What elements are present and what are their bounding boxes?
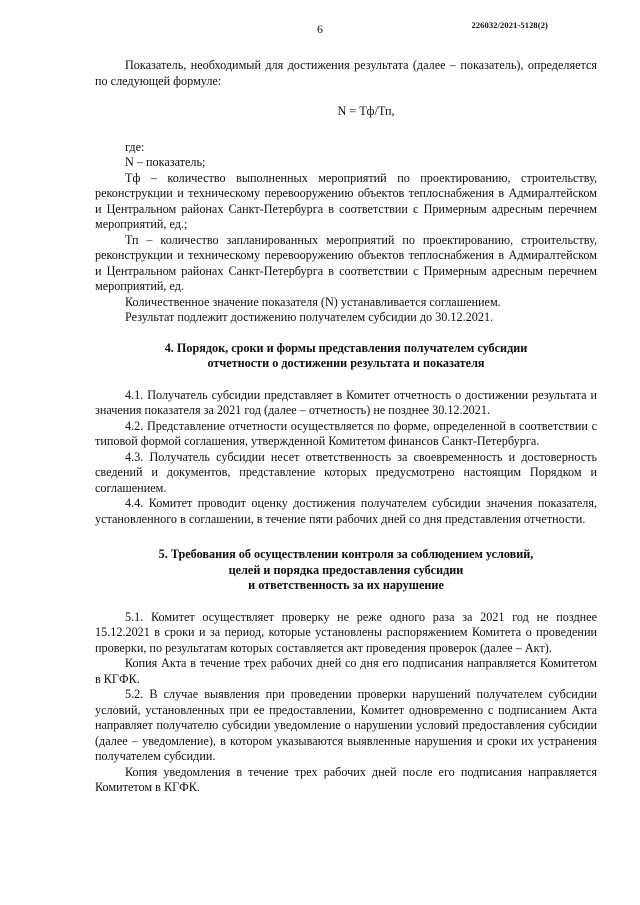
section-5-title-line-1: 5. Требования об осуществлении контроля за соблюдением условий, bbox=[158, 547, 534, 561]
section-4-paragraph-4: 4.4. Комитет проводит оценку достижения получателем субсидии значения показателя, установленного в соглашении, в течение пяти рабочих дней со дня представления отчетности. bbox=[95, 496, 597, 526]
section-5-heading bbox=[95, 547, 597, 594]
tp-definition: Тп – количество запланированных мероприятий по проектированию, строительству, реконструкции и техническому перевооружению объектов теплоснабжения в Адмиралтейском и Центральном районах Санкт-Петербурга в соответствии с Примерным адресным перечнем мероприятий, ед. bbox=[95, 232, 597, 293]
section-4-paragraph-1: 4.1. Получатель субсидии представляет в Комитет отчетность о достижении результата и значения показателя за 2021 год (далее – отчетность) не позднее 30.12.2021. bbox=[95, 387, 597, 417]
document-body bbox=[95, 58, 597, 796]
indicator-definition-paragraph: Показатель, необходимый для достижения результата (далее – показатель), определяется по следующей формуле: bbox=[95, 58, 597, 88]
document-number: 226032/2021-5128(2) bbox=[471, 20, 548, 30]
section-5-title-line-2: целей и порядка предоставления субсидии bbox=[228, 562, 464, 577]
section-4-title-line-2: отчетности о достижении результата и показателя bbox=[207, 356, 485, 370]
section-4-paragraph-3: 4.3. Получатель субсидии несет ответственность за своевременность и достоверность сведений и документов, представление которых предусмотрено настоящим Порядком и соглашением. bbox=[95, 449, 597, 495]
page-number: 6 bbox=[317, 22, 323, 36]
indicator-formula: N = Тф/Тп, bbox=[337, 104, 395, 118]
section-4-title-line-1: 4. Порядок, сроки и формы представления получателем субсидии bbox=[164, 340, 528, 355]
section-5-paragraph-1: 5.1. Комитет осуществляет проверку не реже одного раза за 2021 год не позднее 15.12.2021 в сроки и за период, которые установлены распоряжением Комитета о проведении проверки, по результатам которых составляется акт проведения проверок (далее – Акт). bbox=[95, 609, 597, 655]
tf-definition: Тф – количество выполненных мероприятий по проектированию, строительству, реконструкции и техническому перевооружению объектов теплоснабжения в Адмиралтейском и Центральном районах Санкт-Петербурга в соответствии с Примерным адресным перечнем мероприятий, ед.; bbox=[95, 170, 597, 231]
section-4-paragraph-2: 4.2. Представление отчетности осуществляется по форме, определенной в соответствии с типовой формой соглашения, утвержденной Комитетом финансов Санкт-Петербурга. bbox=[95, 418, 597, 448]
n-value-paragraph: Количественное значение показателя (N) устанавливается соглашением. bbox=[125, 294, 501, 309]
n-definition: N – показатель; bbox=[125, 155, 206, 169]
section-5-paragraph-2: Копия Акта в течение трех рабочих дней со дня его подписания направляется Комитетом в КГФК. bbox=[95, 656, 597, 686]
where-label: где: bbox=[125, 139, 145, 154]
section-5-paragraph-4: Копия уведомления в течение трех рабочих дней после его подписания направляется Комитетом в КГФК. bbox=[95, 764, 597, 794]
section-4-heading bbox=[95, 341, 597, 372]
section-5-title-line-3: и ответственность за их нарушение bbox=[248, 578, 444, 592]
section-5-paragraph-3: 5.2. В случае выявления при проведении проверки нарушений получателем субсидии условий, установленных при ее предоставлении, Комитет одновременно с подписанием Акта направляет получателю субсидии уведомление о нарушении условий предоставления субсидии (далее – уведомление), в котором указываются выявленные нарушения и сроки их устранения получателем субсидии. bbox=[95, 687, 597, 763]
result-deadline-paragraph: Результат подлежит достижению получателем субсидии до 30.12.2021. bbox=[125, 310, 494, 324]
